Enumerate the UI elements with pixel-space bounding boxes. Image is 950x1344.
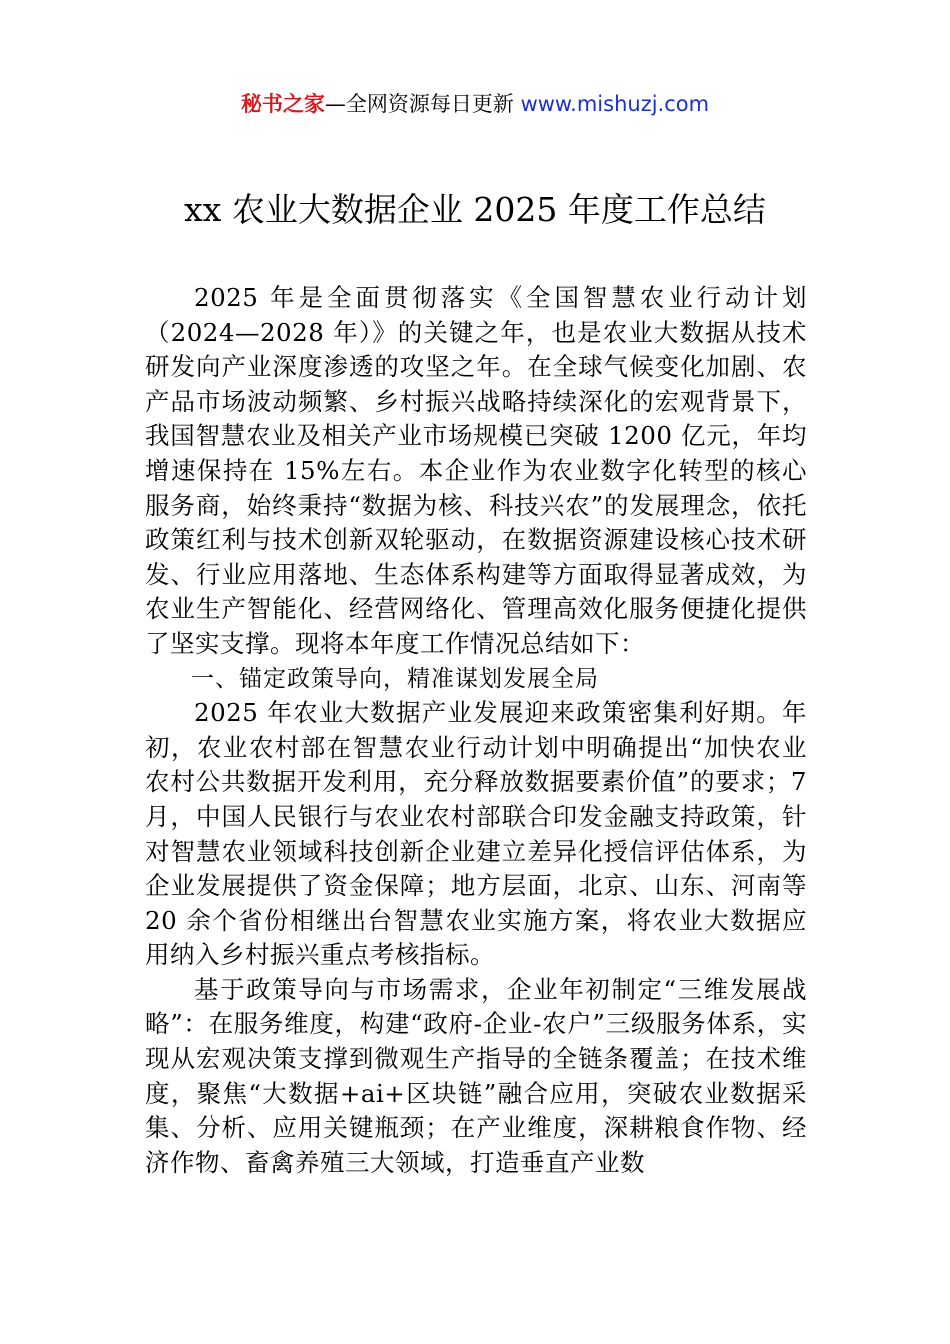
intro-paragraph: 2025 年是全面贯彻落实《全国智慧农业行动计划（2024—2028 年）》的关键之年，也是农业大数据从技术研发向产业深度渗透的攻坚之年。在全球气候变化加剧、农产品市场波动频繁、乡村振兴战略持续深化的宏观背景下，我国智慧农业及相关产业市场规模已突破 1200 亿元，年均增速保持在 15%左右。本企业作为农业数字化转型的核心服务商，始终秉持“数据为核、科技兴农”的发展理念，依托政策红利与技术创新双轮驱动，在数据资源建设核心技术研发、行业应用落地、生态体系构建等方面取得显著成效，为农业生产智能化、经营网络化、管理高效化服务便捷化提供了坚实支撑。现将本年度工作情况总结如下： [145, 283, 807, 658]
body-paragraph: 2025 年农业大数据产业发展迎来政策密集利好期。年初，农业农村部在智慧农业行动计划中明确提出“加快农业农村公共数据开发利用，充分释放数据要素价值”的要求；7 月，中国人民银行与农业农村部联合印发金融支持政策，针对智慧农业领域科技创新企业建立差异化授信评估体系，为企业发展提供了资金保障；地方层面，北京、山东、河南等 20 余个省份相继出台智慧农业实施方案，将农业大数据应用纳入乡村振兴重点考核指标。 [145, 698, 807, 970]
site-header [0, 88, 950, 120]
site-brand: 秘书之家 [240, 92, 325, 116]
body-paragraph: 基于政策导向与市场需求，企业年初制定“三维发展战略”：在服务维度，构建“政府-企业-农户”三级服务体系，实现从宏观决策支撑到微观生产指导的全链条覆盖；在技术维度，聚焦“大数据+ai+区块链”融合应用，突破农业数据采集、分析、应用关键瓶颈；在产业维度，深耕粮食作物、经济作物、畜禽养殖三大领域，打造垂直产业数 [145, 974, 807, 1177]
document-body [145, 281, 807, 1180]
document-title: xx 农业大数据企业 2025 年度工作总结 [184, 190, 766, 229]
section-heading-1: 一、锚定政策导向，精准谋划发展全局 [191, 665, 599, 692]
site-url-link[interactable]: www.mishuzj.com [520, 92, 710, 116]
site-tagline: —全网资源每日更新 [324, 92, 521, 116]
